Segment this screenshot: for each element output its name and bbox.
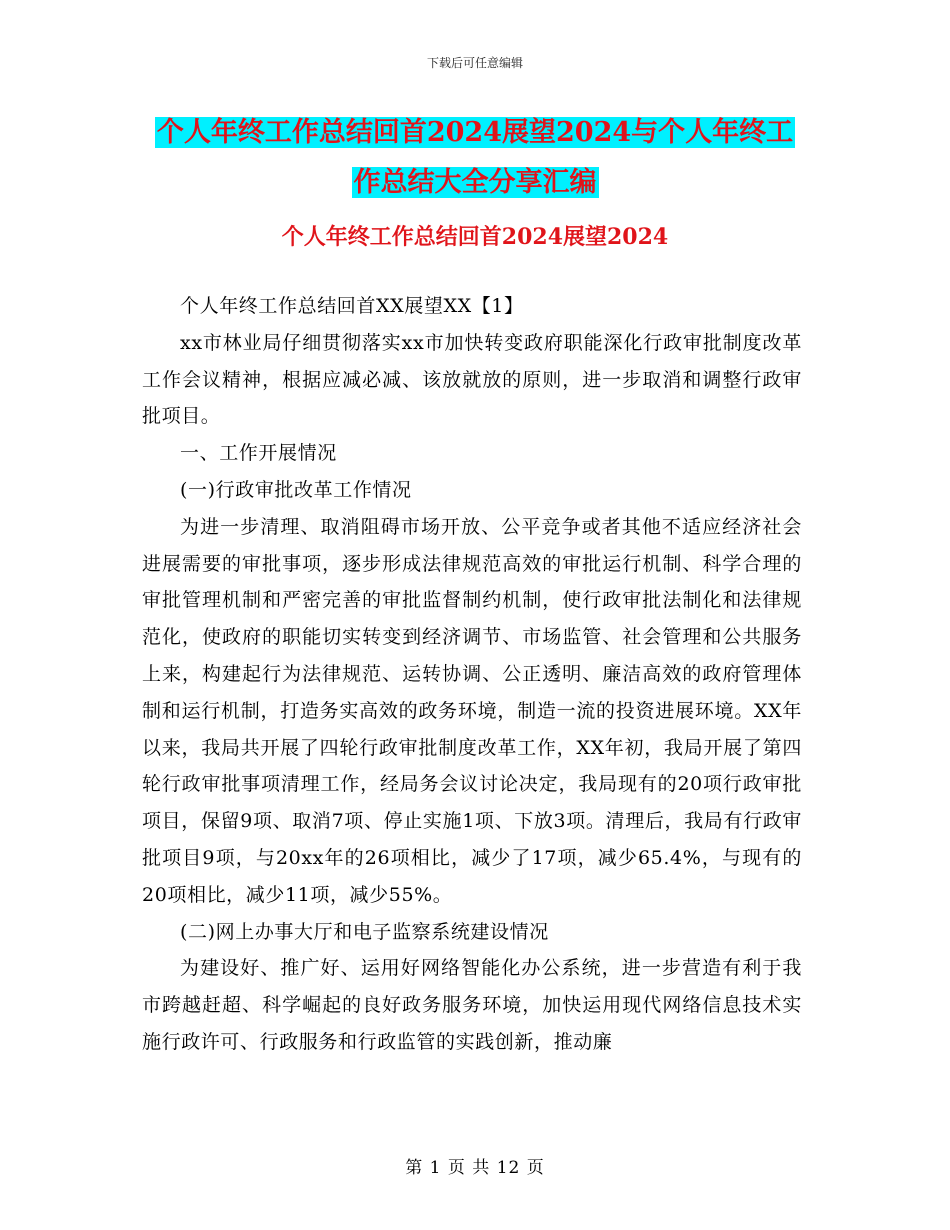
paragraph: 个人年终工作总结回首XX展望XX【1】 — [180, 295, 524, 317]
paragraph: (一)行政审批改革工作情况 — [180, 478, 412, 501]
body-text — [142, 288, 802, 1061]
page-footer: 第 1 页 共 12 页 — [405, 1158, 545, 1178]
document-title-line-2: 作总结大全分享汇编 — [353, 167, 597, 198]
header-note: 下载后可任意编辑 — [426, 56, 523, 70]
paragraph: (二)网上办事大厅和电子监察系统建设情况 — [180, 920, 549, 943]
document-title — [0, 108, 950, 208]
section-title: 个人年终工作总结回首2024展望2024 — [281, 224, 669, 250]
paragraph: xx市林业局仔细贯彻落实xx市加快转变政府职能深化行政审批制度改革工作会议精神，根据应减必减、该放就放的原则，进一步取消和调整行政审批项目。 — [142, 331, 802, 428]
document-title-line-1: 个人年终工作总结回首2024展望2024与个人年终工 — [156, 117, 794, 148]
paragraph: 一、工作开展情况 — [180, 442, 337, 465]
paragraph: 为建设好、推广好、运用好网络智能化办公系统，进一步营造有利于我市跨越赶超、科学崛起的良好政务服务环境，加快运用现代网络信息技术实施行政许可、行政服务和行政监管的实践创新，推动廉 — [142, 957, 802, 1053]
paragraph: 为进一步清理、取消阻碍市场开放、公平竞争或者其他不适应经济社会进展需要的审批事项，逐步形成法律规范高效的审批运行机制、科学合理的审批管理机制和严密完善的审批监督制约机制，使行政审批法制化和法律规范化，使政府的职能切实转变到经济调节、市场监管、社会管理和公共服务上来，构建起行为法律规范、运转协调、公正透明、廉洁高效的政府管理体制和运行机制，打造务实高效的政务环境，制造一流的投资进展环境。XX年以来，我局共开展了四轮行政审批制度改革工作，XX年初，我局开展了第四轮行政审批事项清理工作，经局务会议讨论决定，我局现有的20项行政审批项目，保留9项、取消7项、停止实施1项、下放3项。清理后，我局有行政审批项目9项，与20xx年的26项相比，减少了17项，减少65.4%，与现有的20项相比，减少11项，减少55%。 — [142, 515, 802, 906]
